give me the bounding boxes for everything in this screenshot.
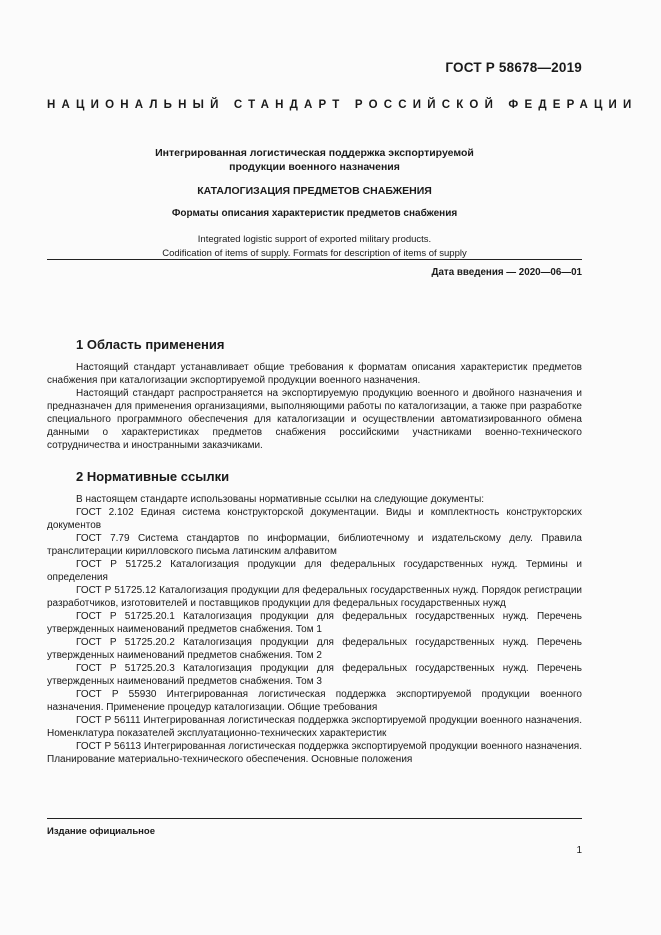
footer-divider xyxy=(47,818,582,819)
section-references xyxy=(47,470,582,766)
reference-item: ГОСТ Р 51725.2 Каталогизация продукции для федеральных государственных нужд. Термины и определения xyxy=(47,559,582,583)
introduction-date: Дата введения — 2020—06—01 xyxy=(431,267,582,278)
scope-paragraph: Настоящий стандарт распространяется на экспортируемую продукцию военного и двойного назначения и предназначен для применения организациями, выполняющими работы по каталогизации, а также при разработке специального программного обеспечения для каталогизации и осуществлении автоматизированного обмена данными о характеристиках предметов снабжения российскими участниками военно-технического сотрудничества и иностранными заказчиками. xyxy=(47,388,582,451)
national-standard-banner: НАЦИОНАЛЬНЫЙ СТАНДАРТ РОССИЙСКОЙ ФЕДЕРАЦИИ xyxy=(47,99,638,111)
page-number: 1 xyxy=(576,845,582,856)
references-intro: В настоящем стандарте использованы нормативные ссылки на следующие документы: xyxy=(76,494,485,505)
title-english xyxy=(47,233,582,261)
reference-item: ГОСТ Р 51725.20.3 Каталогизация продукции для федеральных государственных нужд. Перечень утвержденных наименований предметов снабжения. Том 3 xyxy=(47,663,582,687)
title-subtitle: Форматы описания характеристик предметов снабжения xyxy=(171,208,458,219)
document-number: ГОСТ Р 58678—2019 xyxy=(445,60,582,75)
section-scope xyxy=(47,338,582,452)
reference-item: ГОСТ Р 51725.20.1 Каталогизация продукции для федеральных государственных нужд. Перечень утвержденных наименований предметов снабжения. Том 1 xyxy=(47,611,582,635)
title-category: КАТАЛОГИЗАЦИЯ ПРЕДМЕТОВ СНАБЖЕНИЯ xyxy=(197,185,432,197)
section-heading-scope: 1 Область применения xyxy=(76,337,225,352)
reference-item: ГОСТ Р 51725.20.2 Каталогизация продукции для федеральных государственных нужд. Перечень утвержденных наименований предметов снабжения. Том 2 xyxy=(47,637,582,661)
reference-item: ГОСТ Р 55930 Интегрированная логистическая поддержка экспортируемой продукции военного назначения. Применение процедур каталогизации. Общие требования xyxy=(47,689,582,713)
title-main-line-2: продукции военного назначения xyxy=(229,161,400,173)
section-heading-references: 2 Нормативные ссылки xyxy=(76,469,230,484)
title-main-line-1: Интегрированная логистическая поддержка экспортируемой xyxy=(155,147,474,159)
title-main xyxy=(47,146,582,174)
title-english-line-2: Codification of items of supply. Formats for description of items of supply xyxy=(162,248,467,259)
title-block xyxy=(47,146,582,261)
title-english-line-1: Integrated logistic support of exported military products. xyxy=(197,234,432,245)
official-edition-label: Издание официальное xyxy=(47,826,155,837)
reference-item: ГОСТ Р 56113 Интегрированная логистическая поддержка экспортируемой продукции военного назначения. Планирование материально-технического обеспечения. Основные положения xyxy=(47,741,582,765)
reference-item: ГОСТ 7.79 Система стандартов по информации, библиотечному и издательскому делу. Правила транслитерации кирилловского письма латинским алфавитом xyxy=(47,533,582,557)
scope-paragraph: Настоящий стандарт устанавливает общие требования к форматам описания характеристик предметов снабжения при каталогизации экспортируемой продукции военного назначения. xyxy=(47,362,582,386)
reference-item: ГОСТ Р 56111 Интегрированная логистическая поддержка экспортируемой продукции военного назначения. Номенклатура показателей эксплуатационно-технических характеристик xyxy=(47,715,582,739)
reference-item: ГОСТ Р 51725.12 Каталогизация продукции для федеральных государственных нужд. Порядок регистрации разработчиков, изготовителей и поставщиков продукции для федеральных государственных нужд xyxy=(47,585,582,609)
reference-item: ГОСТ 2.102 Единая система конструкторской документации. Виды и комплектность конструкторских документов xyxy=(47,507,582,531)
title-divider xyxy=(47,259,582,260)
